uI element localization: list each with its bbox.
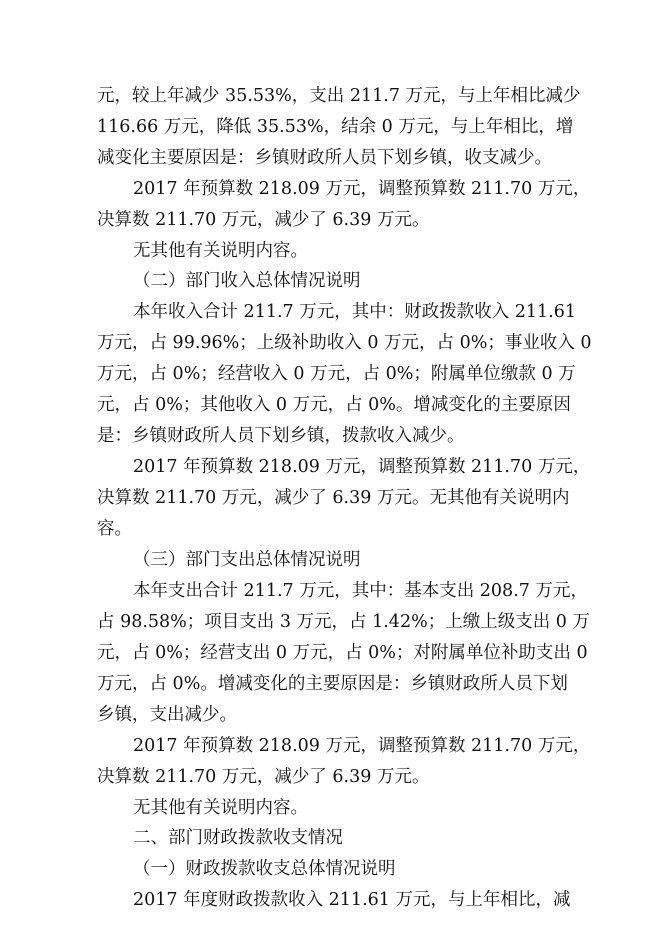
section-heading: （二）部门收入总体情况说明 (133, 271, 361, 291)
section-heading: （一）财政拨款收支总体情况说明 (133, 859, 396, 879)
paragraph-line: 本年支出合计 211.7 万元，其中：基本支出 208.7 万元， (133, 581, 588, 601)
paragraph-line: 占 98.58%；项目支出 3 万元，占 1.42%；上缴上级支出 0 万 (97, 612, 590, 632)
paragraph-line: 元，占 0%；其他收入 0 万元，占 0%。增减变化的主要原因 (97, 395, 571, 415)
paragraph-line: 决算数 211.70 万元，减少了 6.39 万元。 (97, 210, 430, 230)
paragraph-line: 容。 (97, 519, 132, 539)
paragraph-line: 万元，占 0%。增减变化的主要原因是：乡镇财政所人员下划 (97, 674, 568, 694)
paragraph-line: 万元，占 99.96%；上级补助收入 0 万元，占 0%；事业收入 0 (97, 333, 592, 353)
paragraph-line: 本年收入合计 211.7 万元，其中：财政拨款收入 211.61 (133, 302, 577, 322)
paragraph-line: 元，较上年减少 35.53%，支出 211.7 万元，与上年相比减少 (97, 86, 581, 106)
paragraph-line: 决算数 211.70 万元，减少了 6.39 万元。无其他有关说明内 (97, 488, 570, 508)
paragraph-line: 决算数 211.70 万元，减少了 6.39 万元。 (97, 767, 430, 787)
paragraph-line: 116.66 万元，降低 35.53%，结余 0 万元，与上年相比，增 (97, 117, 574, 137)
paragraph-line: 是：乡镇财政所人员下划乡镇，拨款收入减少。 (97, 426, 465, 446)
paragraph-line: 乡镇，支出减少。 (97, 705, 237, 725)
paragraph-line: 减变化主要原因是：乡镇财政所人员下划乡镇，收支减少。 (97, 148, 552, 168)
paragraph-line: 元，占 0%；经营支出 0 万元，占 0%；对附属单位补助支出 0 (97, 643, 588, 663)
paragraph-line: 万元，占 0%；经营收入 0 万元，占 0%；附属单位缴款 0 万 (97, 364, 576, 384)
section-heading: （三）部门支出总体情况说明 (133, 550, 361, 570)
paragraph-line: 无其他有关说明内容。 (133, 798, 308, 818)
paragraph-line: 2017 年预算数 218.09 万元，调整预算数 211.70 万元， (133, 736, 591, 756)
paragraph-line: 无其他有关说明内容。 (133, 241, 308, 261)
paragraph-line: 2017 年预算数 218.09 万元，调整预算数 211.70 万元， (133, 179, 591, 199)
paragraph-line: 2017 年度财政拨款收入 211.61 万元，与上年相比，减 (133, 890, 571, 910)
paragraph-line: 2017 年预算数 218.09 万元，调整预算数 211.70 万元， (133, 457, 591, 477)
section-heading: 二、部门财政拨款收支情况 (133, 828, 343, 848)
